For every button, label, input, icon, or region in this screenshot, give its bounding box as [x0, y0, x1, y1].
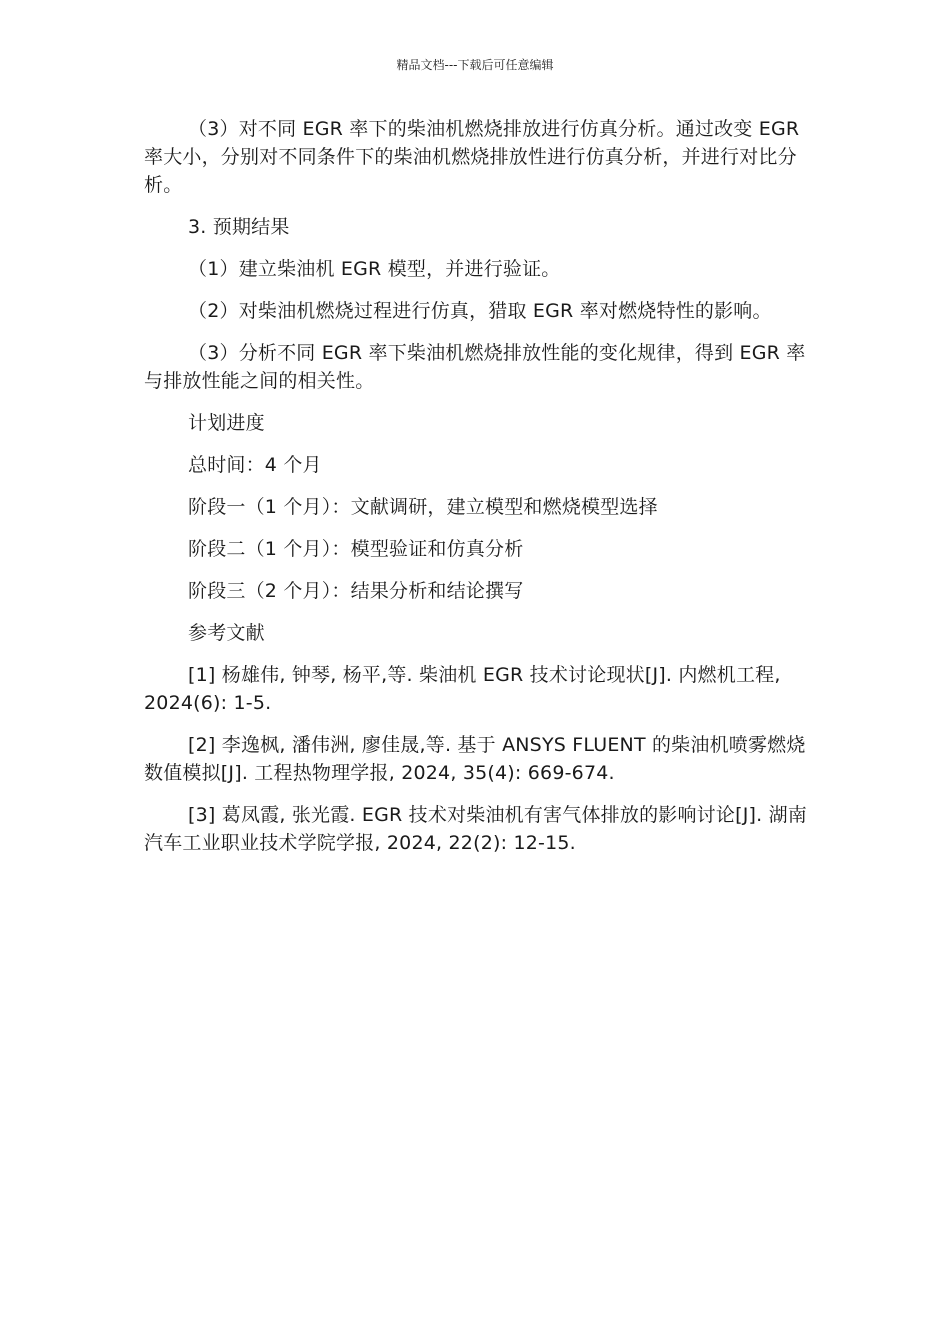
- section-heading-schedule: 计划进度: [188, 412, 265, 434]
- expected-result-item-3: （3）分析不同 EGR 率下柴油机燃烧排放性能的变化规律，得到 EGR 率与排放性能之间的相关性。: [144, 342, 806, 392]
- reference-item-2: [2] 李逸枫, 潘伟洲, 廖佳晟,等. 基于 ANSYS FLUENT 的柴油机喷雾燃烧数值模拟[J]. 工程热物理学报, 2024, 35(4): 669-674.: [144, 734, 806, 784]
- document-body: [144, 115, 816, 871]
- section-heading-references: 参考文献: [188, 622, 265, 644]
- schedule-total-time: 总时间：4 个月: [188, 454, 322, 476]
- page-header: 精品文档---下载后可任意编辑: [396, 58, 554, 72]
- expected-result-item-2: （2）对柴油机燃烧过程进行仿真，猎取 EGR 率对燃烧特性的影响。: [188, 300, 772, 322]
- paragraph-simulation-analysis: （3）对不同 EGR 率下的柴油机燃烧排放进行仿真分析。通过改变 EGR 率大小，分别对不同条件下的柴油机燃烧排放性进行仿真分析，并进行对比分析。: [144, 118, 800, 196]
- section-heading-expected-results: 3. 预期结果: [188, 216, 290, 238]
- reference-item-1: [1] 杨雄伟, 钟琴, 杨平,等. 柴油机 EGR 技术讨论现状[J]. 内燃机工程, 2024(6): 1-5.: [144, 664, 781, 714]
- expected-result-item-1: （1）建立柴油机 EGR 模型，并进行验证。: [188, 258, 561, 280]
- schedule-phase-3: 阶段三（2 个月）：结果分析和结论撰写: [188, 580, 524, 602]
- schedule-phase-2: 阶段二（1 个月）：模型验证和仿真分析: [188, 538, 524, 560]
- schedule-phase-1: 阶段一（1 个月）：文献调研，建立模型和燃烧模型选择: [188, 496, 658, 518]
- reference-item-3: [3] 葛凤霞, 张光霞. EGR 技术对柴油机有害气体排放的影响讨论[J]. 湖南汽车工业职业技术学院学报, 2024, 22(2): 12-15.: [144, 804, 807, 854]
